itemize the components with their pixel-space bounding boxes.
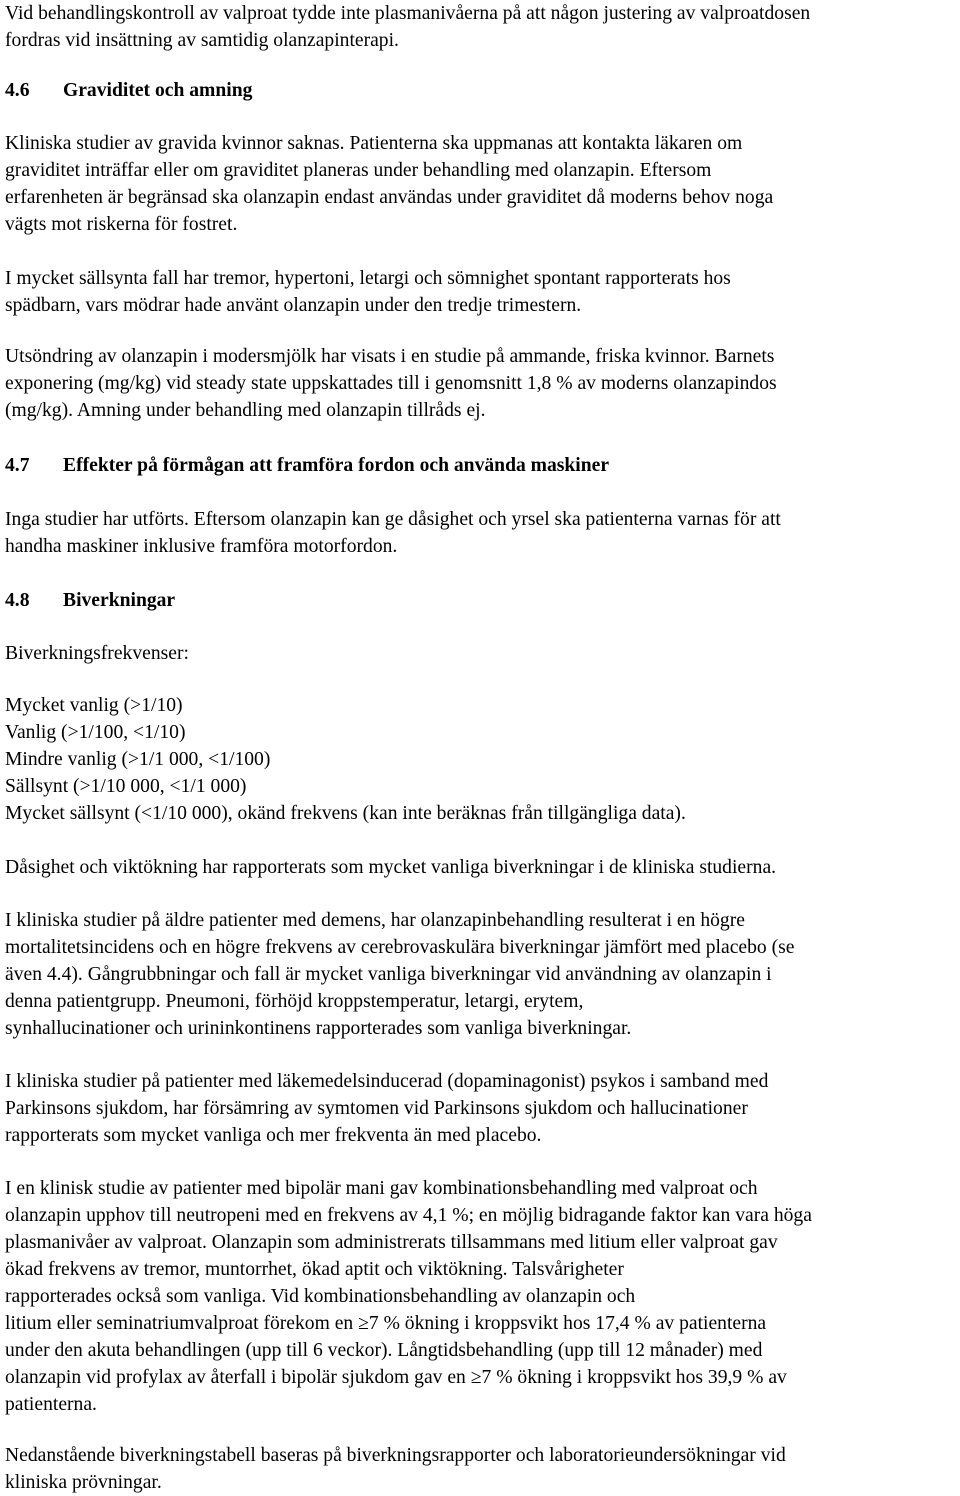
text-line: Utsöndring av olanzapin i modersmjölk har visats i en studie på ammande, friska kvinnor. Barnets <box>5 346 775 367</box>
text-line: olanzapin upphov till neutropeni med en frekvens av 4,1 %; en möjlig bidragande faktor kan vara höga <box>5 1205 812 1226</box>
section-heading-4-8 <box>5 587 175 614</box>
text-line: ökad frekvens av tremor, muntorrhet, ökad aptit och viktökning. Talsvårigheter <box>5 1259 624 1280</box>
text-line: spädbarn, vars mödrar hade använt olanzapin under den tredje trimestern. <box>5 295 582 316</box>
text-line: plasmanivåer av valproat. Olanzapin som administrerats tillsammans med litium eller valproat gav <box>5 1232 778 1253</box>
paragraph-common-effects: Dåsighet och viktökning har rapporterats som mycket vanliga biverkningar i de kliniska studierna. <box>5 857 777 878</box>
section-title: Graviditet och amning <box>63 80 253 101</box>
text-line: I kliniska studier på patienter med läkemedelsinducerad (dopaminagonist) psykos i samband med <box>5 1071 769 1092</box>
text-line: kliniska prövningar. <box>5 1472 162 1493</box>
text-line: denna patientgrupp. Pneumoni, förhöjd kroppstemperatur, letargi, erytem, <box>5 991 584 1012</box>
list-item: Mindre vanlig (>1/1 000, <1/100) <box>5 749 271 770</box>
section-number: 4.8 <box>5 590 30 611</box>
text-line: I mycket sällsynta fall har tremor, hypertoni, letargi och sömnighet spontant rapporterats hos <box>5 268 731 289</box>
text-line: I en klinisk studie av patienter med bipolär mani gav kombinationsbehandling med valproat och <box>5 1178 758 1199</box>
text-line: rapporterats som mycket vanliga och mer frekventa än med placebo. <box>5 1125 542 1146</box>
section-title: Biverkningar <box>63 590 176 611</box>
text-line: under den akuta behandlingen (upp till 6 veckor). Långtidsbehandling (upp till 12 månader) med <box>5 1340 763 1361</box>
text-line: olanzapin vid profylax av återfall i bipolär sjukdom gav en ≥7 % ökning i kroppsvikt hos 39,9 % av <box>5 1367 787 1388</box>
section-title: Effekter på förmågan att framföra fordon och använda maskiner <box>63 455 610 476</box>
text-line: litium eller seminatriumvalproat förekom en ≥7 % ökning i kroppsvikt hos 17,4 % av patienterna <box>5 1313 767 1334</box>
text-line: (mg/kg). Amning under behandling med olanzapin tillråds ej. <box>5 400 486 421</box>
text-line: erfarenheten är begränsad ska olanzapin endast användas under graviditet då moderns behov noga <box>5 187 774 208</box>
section-heading-4-7 <box>5 452 609 479</box>
section-number: 4.6 <box>5 80 30 101</box>
list-item: Mycket vanlig (>1/10) <box>5 695 183 716</box>
text-line: synhallucinationer och urininkontinens rapporterades som vanliga biverkningar. <box>5 1018 632 1039</box>
text-line: graviditet inträffar eller om graviditet planeras under behandling med olanzapin. Eftersom <box>5 160 712 181</box>
text-line: Inga studier har utförts. Eftersom olanzapin kan ge dåsighet och yrsel ska patienterna varnas för att <box>5 509 781 530</box>
text-line: Parkinsons sjukdom, har försämring av symtomen vid Parkinsons sjukdom och hallucinationer <box>5 1098 748 1119</box>
text-line: rapporterades också som vanliga. Vid kombinationsbehandling av olanzapin och <box>5 1286 636 1307</box>
text-line: handha maskiner inklusive framföra motorfordon. <box>5 536 398 557</box>
text-line: fordras vid insättning av samtidig olanzapinterapi. <box>5 30 399 51</box>
text-line: Vid behandlingskontroll av valproat tydde inte plasmanivåerna på att någon justering av valproatdosen <box>5 3 811 24</box>
list-item: Sällsynt (>1/10 000, <1/1 000) <box>5 776 247 797</box>
section-number: 4.7 <box>5 455 30 476</box>
text-line: vägts mot riskerna för fostret. <box>5 214 238 235</box>
text-line: även 4.4). Gångrubbningar och fall är mycket vanliga biverkningar vid användning av olanzapin i <box>5 964 772 985</box>
section-heading-4-6 <box>5 77 252 104</box>
text-line: Nedanstående biverkningstabell baseras på biverkningsrapporter och laboratorieundersökningar vid <box>5 1445 786 1466</box>
frequency-intro: Biverkningsfrekvenser: <box>5 643 189 664</box>
list-item: Mycket sällsynt (<1/10 000), okänd frekvens (kan inte beräknas från tillgängliga data). <box>5 803 686 824</box>
text-line: patienterna. <box>5 1394 97 1415</box>
text-line: Kliniska studier av gravida kvinnor saknas. Patienterna ska uppmanas att kontakta läkaren om <box>5 133 743 154</box>
list-item: Vanlig (>1/100, <1/10) <box>5 722 186 743</box>
text-line: I kliniska studier på äldre patienter med demens, har olanzapinbehandling resulterat i en högre <box>5 910 745 931</box>
text-line: mortalitetsincidens och en högre frekvens av cerebrovaskulära biverkningar jämfört med placebo (se <box>5 937 795 958</box>
text-line: exponering (mg/kg) vid steady state uppskattades till i genomsnitt 1,8 % av moderns olanzapindos <box>5 373 777 394</box>
